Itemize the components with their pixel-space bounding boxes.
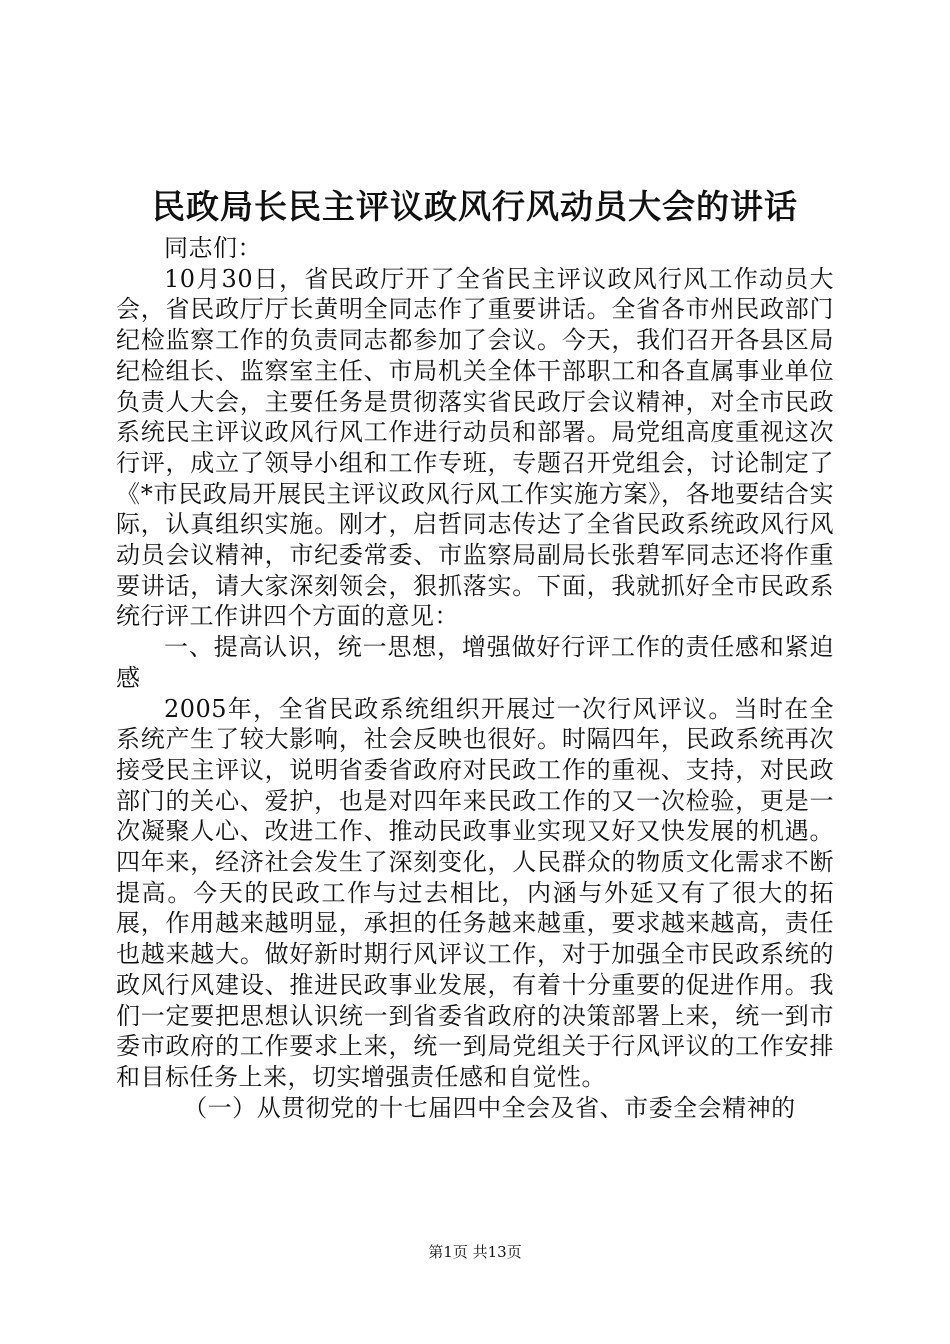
paragraph-salutation: 同志们： xyxy=(164,234,262,262)
paragraph-intro: 10月30日，省民政厅开了全省民主评议政风行风工作动员大会，省民政厅厅长黄明全同志作了重要讲话。全省各市州民政部门纪检监察工作的负责同志都参加了会议。今天，我们召开各县区局纪检组长、监察室主任、市局机关全体干部职工和各直属事业单位负责人大会，主要任务是贯彻落实省民政厅会议精神，对全市民政系统民主评议政风行风工作进行动员和部署。局党组高度重视这次行评，成立了领导小组和工作专班，专题召开党组会，讨论制定了《*市民政局开展民主评议政风行风工作实施方案》，各地要结合实际，认真组织实施。刚才，启哲同志传达了全省民政系统政风行风动员会议精神，市纪委常委、市监察局副局长张碧军同志还将作重要讲话，请大家深刻领会，狠抓落实。下面，我就抓好全市民政系统行评工作讲四个方面的意见： xyxy=(116,264,834,631)
subsection-heading-1: （一）从贯彻党的十七届四中全会及省、市委全会精神的 xyxy=(183,1093,796,1122)
paragraph-section-1: 2005年，全省民政系统组织开展过一次行风评议。当时在全系统产生了较大影响，社会反映也很好。时隔四年，民政系统再次接受民主评议，说明省委省政府对民政工作的重视、支持，对民政部门的关心、爱护，也是对四年来民政工作的又一次检验，更是一次凝聚人心、改进工作、推动民政事业实现又好又快发展的机遇。四年来，经济社会发生了深刻变化，人民群众的物质文化需求不断提高。今天的民政工作与过去相比，内涵与外延又有了很大的拓展，作用越来越明显，承担的任务越来越重，要求越来越高，责任也越来越大。做好新时期行风评议工作，对于加强全市民政系统的政风行风建设、推进民政事业发展，有着十分重要的促进作用。我们一定要把思想认识统一到省委省政府的决策部署上来，统一到市委市政府的工作要求上来，统一到局党组关于行风评议的工作安排和目标任务上来，切实增强责任感和自觉性。 xyxy=(116,694,834,1091)
document-body xyxy=(116,233,834,1123)
document-title: 民政局长民主评议政风行风动员大会的讲话 xyxy=(152,187,798,226)
section-heading-1: 一、提高认识，统一思想，增强做好行评工作的责任感和紧迫感 xyxy=(116,633,834,692)
page-number-footer: 第1页 共13页 xyxy=(428,1243,522,1261)
